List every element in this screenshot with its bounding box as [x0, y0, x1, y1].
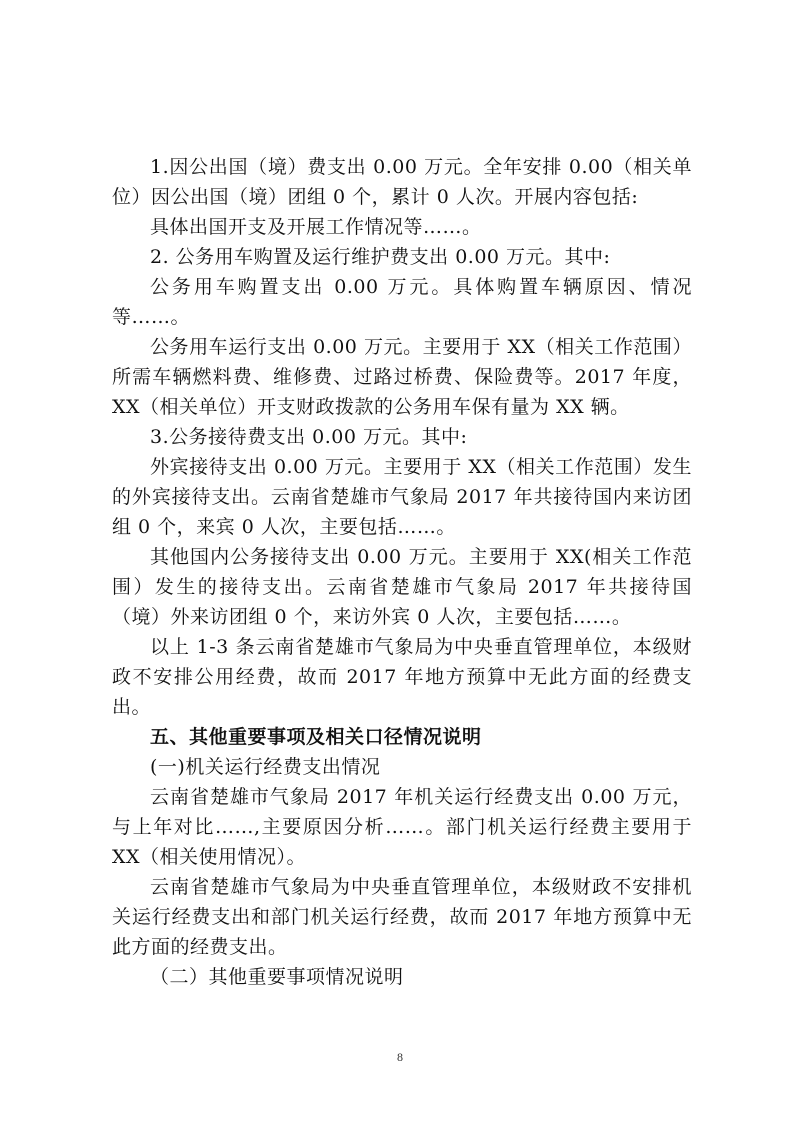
page-number: 8: [397, 1050, 403, 1064]
subheading-other-matters: （二）其他重要事项情况说明: [150, 966, 404, 988]
subheading-operating-costs: (一)机关运行经费支出情况: [150, 756, 381, 778]
paragraph-domestic-reception: 其他国内公务接待支出 0.00 万元。主要用于 XX(相关工作范围）发生的接待支出。云南省楚雄市气象局 2017 年共接待国（境）外来访团组 0 个，来访外宾 0 人次，主要包括……。: [112, 546, 692, 628]
paragraph-vehicle-costs: 2. 公务用车购置及运行维护费支出 0.00 万元。其中:: [150, 246, 611, 268]
paragraph-operating-costs-note: 云南省楚雄市气象局为中央垂直管理单位，本级财政不安排机关运行经费支出和部门机关运行经费，故而 2017 年地方预算中无此方面的经费支出。: [112, 876, 692, 958]
paragraph-items-1-3-note: 以上 1-3 条云南省楚雄市气象局为中央垂直管理单位，本级财政不安排公用经费，故而 2017 年地方预算中无此方面的经费支出。: [112, 636, 692, 718]
paragraph-reception-costs: 3.公务接待费支出 0.00 万元。其中:: [150, 426, 468, 448]
section-heading-other-matters: 五、其他重要事项及相关口径情况说明: [150, 726, 482, 748]
paragraph-vehicle-operation: 公务用车运行支出 0.00 万元。主要用于 XX（相关工作范围）所需车辆燃料费、维修费、过路过桥费、保险费等。2017 年度，XX（相关单位）开支财政拨款的公务用车保有量为 XX 辆。: [112, 336, 692, 418]
paragraph-travel-details: 具体出国开支及开展工作情况等……。: [150, 216, 482, 238]
paragraph-official-travel-abroad: 1.因公出国（境）费支出 0.00 万元。全年安排 0.00（相关单位）因公出国（境）团组 0 个，累计 0 人次。开展内容包括:: [112, 156, 692, 208]
paragraph-vehicle-purchase: 公务用车购置支出 0.00 万元。具体购置车辆原因、情况等……。: [112, 276, 692, 328]
page-body: [112, 152, 692, 992]
paragraph-foreign-guests: 外宾接待支出 0.00 万元。主要用于 XX（相关工作范围）发生的外宾接待支出。云南省楚雄市气象局 2017 年共接待国内来访团组 0 个，来宾 0 人次，主要包括……。: [112, 456, 692, 538]
paragraph-operating-costs: 云南省楚雄市气象局 2017 年机关运行经费支出 0.00 万元，与上年对比……,主要原因分析……。部门机关运行经费主要用于 XX（相关使用情况）。: [112, 786, 692, 868]
